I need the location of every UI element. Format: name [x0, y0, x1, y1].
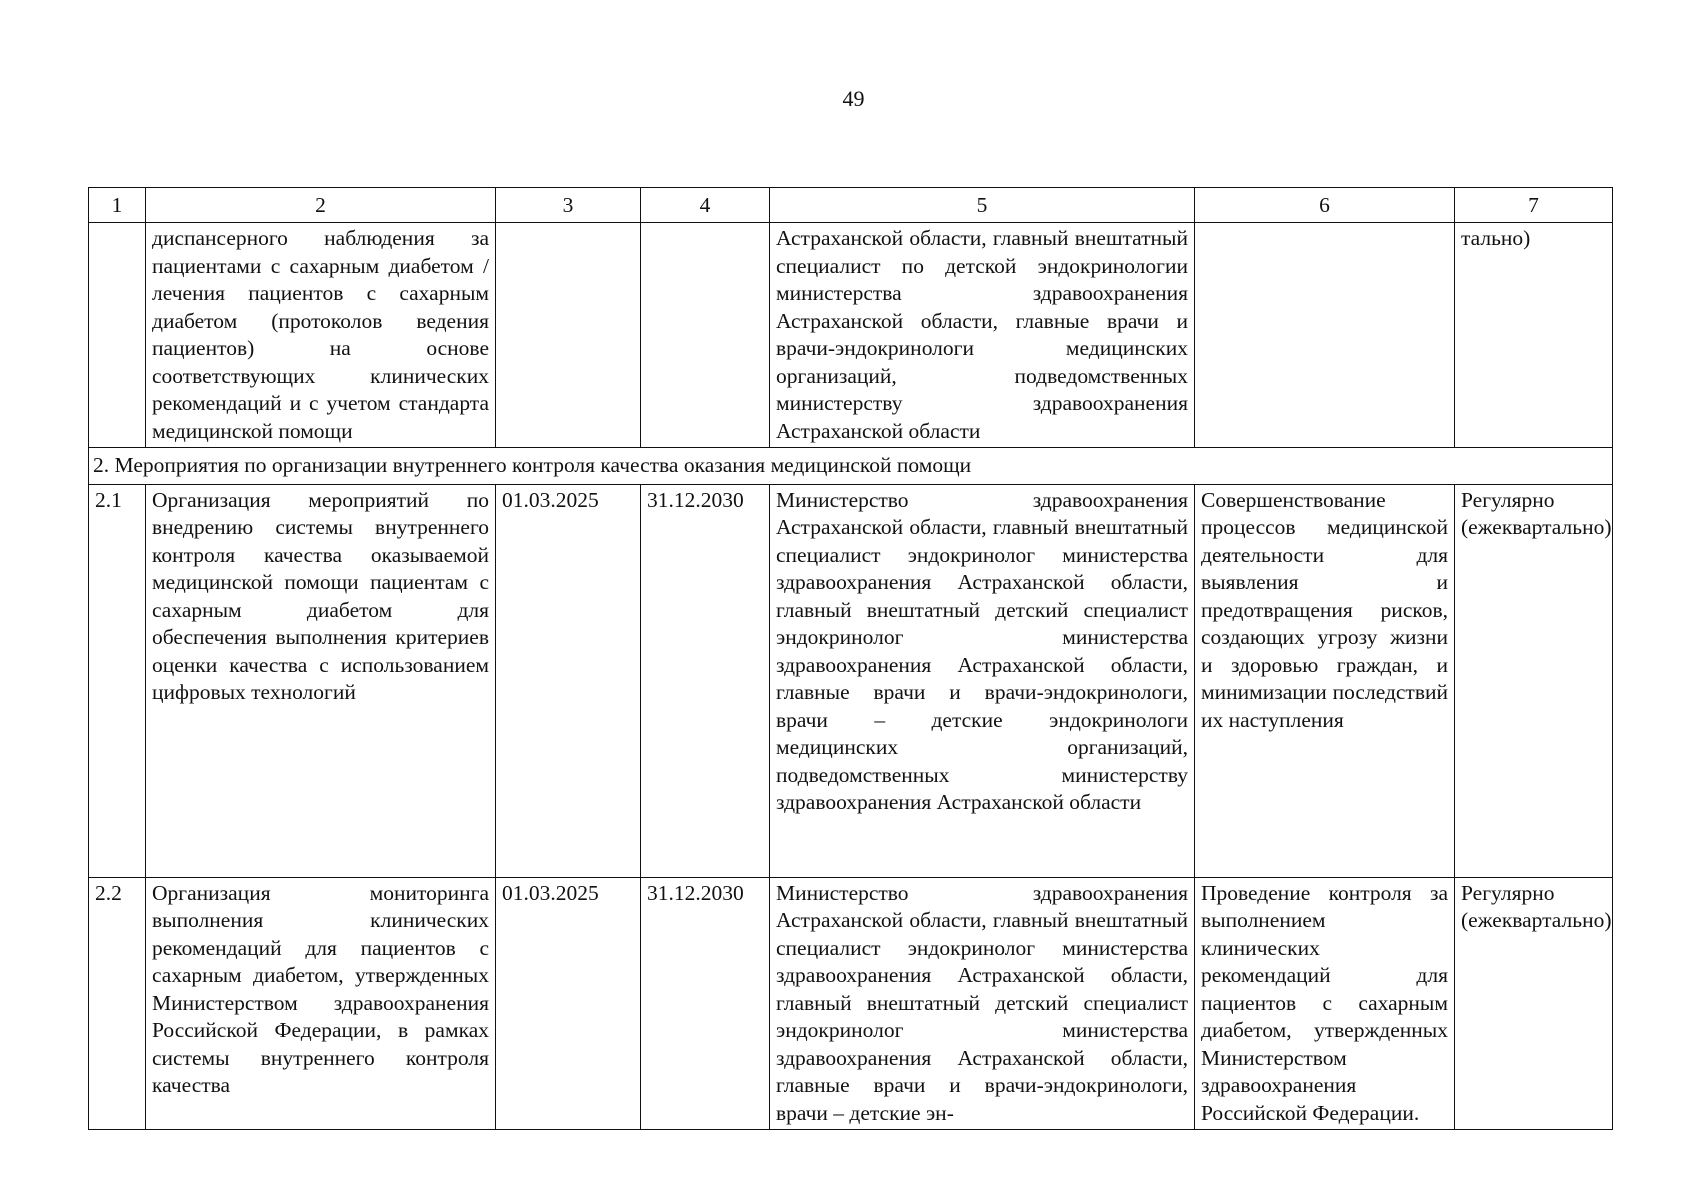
cont-end-cell — [641, 223, 770, 448]
responsible-executors: Министерство здравоохранения Астраханской области, главный внештатный специалист эндокринолог министерства здравоохранения Астраханской области, главный внештатный детский специалист эндокринолог министерства здравоохранения Астраханской области, главные врачи и врачи-эндокринологи, врачи – детские эндокринологи медицинских организаций, подведомственных министерству здравоохранения Астраханской области — [770, 484, 1195, 877]
section-title: 2. Мероприятия по организации внутреннего контроля качества оказания медицинской помощи — [89, 448, 1613, 485]
start-date: 01.03.2025 — [496, 877, 641, 1130]
start-date: 01.03.2025 — [496, 484, 641, 877]
end-date: 31.12.2030 — [641, 877, 770, 1130]
cont-start-cell — [496, 223, 641, 448]
frequency: Регулярно (ежеквартально) — [1455, 877, 1613, 1130]
table-row — [89, 484, 1613, 877]
cont-name-cell: диспансерного наблюдения за пациентами с сахарным диабетом / лечения пациентов с сахарным диабетом (протоколов ведения пациентов) на основе соответствующих клинических рекомендаций и с учетом стандарта медицинской помощи — [146, 223, 496, 448]
row-number: 2.1 — [89, 484, 146, 877]
column-header-3: 3 — [496, 188, 641, 223]
end-date: 31.12.2030 — [641, 484, 770, 877]
responsible-executors: Министерство здравоохранения Астраханской области, главный внештатный специалист эндокринолог министерства здравоохранения Астраханской области, главный внештатный детский специалист эндокринолог министерства здравоохранения Астраханской области, главные врачи и врачи-эндокринологи, врачи – детские эн- — [770, 877, 1195, 1130]
column-header-1: 1 — [89, 188, 146, 223]
expected-result: Совершенствование процессов медицинской деятельности для выявления и предотвращения рисков, создающих угрозу жизни и здоровью граждан, и минимизации последствий их наступления — [1195, 484, 1455, 877]
cont-result-cell — [1195, 223, 1455, 448]
frequency: Регулярно (ежеквартально) — [1455, 484, 1613, 877]
expected-result: Проведение контроля за выполнением клинических рекомендаций для пациентов с сахарным диабетом, утвержденных Министерством здравоохранения Российской Федерации. — [1195, 877, 1455, 1130]
column-header-2: 2 — [146, 188, 496, 223]
measures-table — [88, 187, 1613, 1130]
column-header-4: 4 — [641, 188, 770, 223]
cont-number-cell — [89, 223, 146, 448]
column-header-7: 7 — [1455, 188, 1613, 223]
measure-name: Организация мероприятий по внедрению системы внутреннего контроля качества оказываемой медицинской помощи пациентам с сахарным диабетом для обеспечения выполнения критериев оценки качества с использованием цифровых технологий — [146, 484, 496, 877]
table-header-row — [89, 188, 1613, 223]
table-row — [89, 877, 1613, 1130]
column-header-5: 5 — [770, 188, 1195, 223]
column-header-6: 6 — [1195, 188, 1455, 223]
cont-frequency-cell: тально) — [1455, 223, 1613, 448]
continuation-row — [89, 223, 1613, 448]
cont-responsible-cell: Астраханской области, главный внештатный специалист по детской эндокринологии министерства здравоохранения Астраханской области, главные врачи и врачи-эндокринологи медицинских организаций, подведомственных министерству здравоохранения Астраханской области — [770, 223, 1195, 448]
measure-name: Организация мониторинга выполнения клинических рекомендаций для пациентов с сахарным диабетом, утвержденных Министерством здравоохранения Российской Федерации, в рамках системы внутреннего контроля качества — [146, 877, 496, 1130]
section-row — [89, 448, 1613, 485]
row-number: 2.2 — [89, 877, 146, 1130]
page-number: 49 — [842, 86, 865, 111]
